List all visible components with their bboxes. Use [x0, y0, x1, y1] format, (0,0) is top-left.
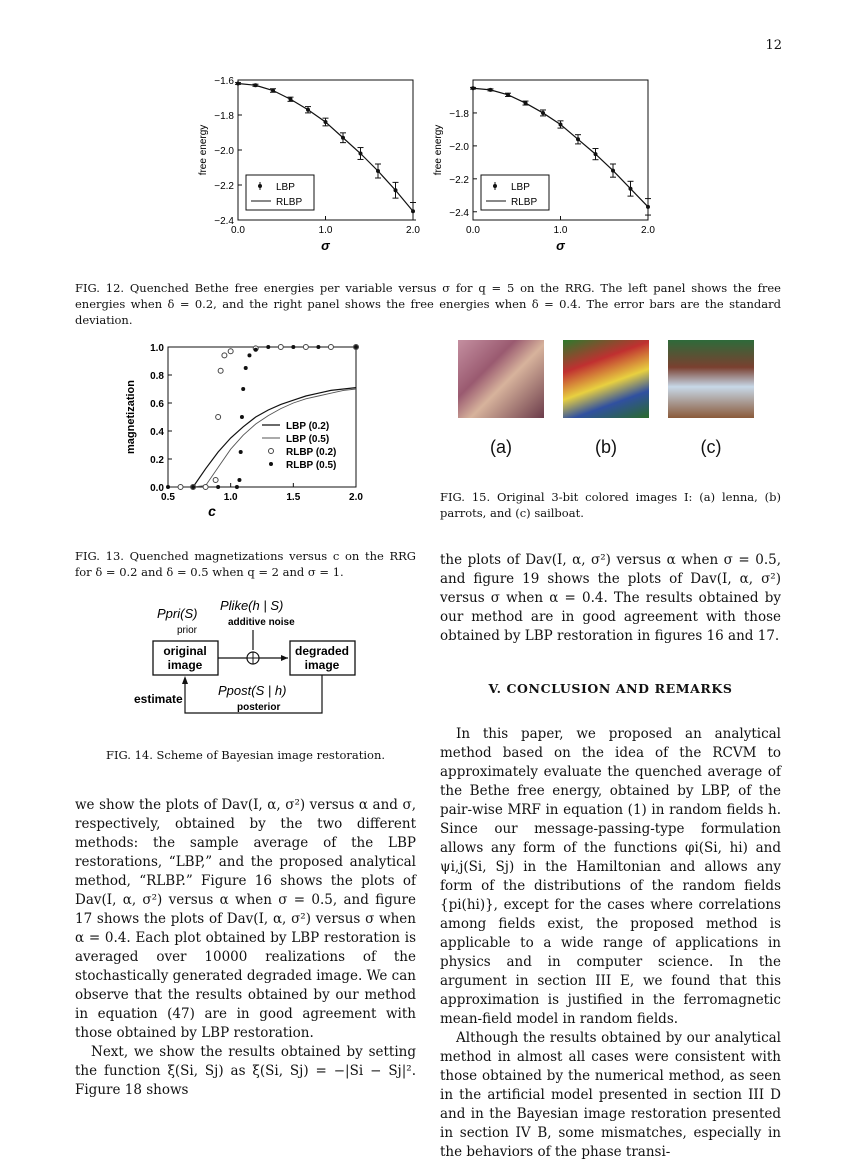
lbp-point [506, 93, 510, 97]
lbp-point [236, 82, 240, 86]
rlbp-0.2-point [203, 485, 208, 490]
x-tick-label: 0.5 [161, 492, 175, 503]
right-column [440, 551, 781, 1162]
fig13-caption: FIG. 13. Quenched magnetizations versus c on the RRG for δ = 0.2 and δ = 0.5 when q = 2 and σ = 1. [75, 549, 416, 579]
lbp-point [359, 152, 363, 156]
legend-lbp-label: LBP [276, 182, 295, 193]
y-tick-label: 0.8 [150, 371, 164, 382]
rlbp-0.5-point [291, 345, 295, 349]
posterior-label: posterior [237, 702, 281, 713]
lbp-point [541, 111, 545, 115]
left-paragraph-2: Next, we show the results obtained by setting the function ξ(Si, Sj) as ξ(Si, Sj) = −|Si − Sj|². Figure 18 shows [75, 1044, 416, 1098]
y-tick-label: 0.0 [150, 483, 164, 494]
parrots-image [563, 340, 649, 418]
y-tick-label: −2.2 [449, 174, 469, 186]
feedback-arrowhead [182, 676, 188, 684]
y-axis-label: free energy [433, 124, 444, 176]
rlbp-0.5-point [354, 345, 358, 349]
estimate-label: estimate [134, 692, 183, 706]
rlbp-0.2-point [303, 345, 308, 350]
fig15-caption: FIG. 15. Original 3-bit colored images I: (a) lenna, (b) parrots, and (c) sailboat. [440, 490, 781, 520]
lbp-point [646, 205, 650, 209]
y-tick-label: −2.0 [214, 146, 234, 157]
x-tick-label: 2.0 [641, 225, 655, 236]
section-heading: V. CONCLUSION AND REMARKS [488, 681, 733, 696]
x-tick-label: 0.0 [231, 225, 245, 236]
lbp-point [376, 169, 380, 173]
y-tick-label: 0.4 [150, 427, 164, 438]
y-tick-label: −2.2 [214, 181, 234, 192]
y-tick-label: 0.6 [150, 399, 164, 410]
likelihood-formula: Plike(h | S) [220, 598, 284, 613]
lbp-point [324, 120, 328, 124]
rlbp-0.5-point [254, 348, 258, 352]
rlbp-0.2-point [178, 485, 183, 490]
x-tick-label: 0.0 [466, 225, 480, 236]
lbp-point [394, 188, 398, 192]
lbp-point [611, 169, 615, 173]
fig12-left-chart [190, 70, 430, 255]
fig12-caption: FIG. 12. Quenched Bethe free energies per variable versus σ for q = 5 on the RRG. The left panel shows the free energies when δ = 0.2, and the right panel shows the free energies when δ = 0.4. The error bars are the standard deviation. [75, 281, 781, 327]
y-tick-label: −1.6 [214, 76, 234, 87]
likelihood-label: additive noise [228, 617, 295, 628]
y-tick-label: −1.8 [214, 111, 234, 122]
y-tick-label: 1.0 [150, 343, 164, 354]
y-tick-label: −1.8 [449, 108, 469, 120]
rlbp-0.2-point [213, 478, 218, 483]
fig14-diagram [120, 592, 370, 727]
sailboat-image [668, 340, 754, 418]
legend-lbp-label: LBP [511, 182, 530, 193]
rlbp-0.5-point [316, 345, 320, 349]
x-tick-label: 2.0 [406, 225, 420, 236]
y-axis-label: magnetization [125, 380, 137, 454]
original-box-line1: original [163, 644, 207, 658]
rlbp-0.5-point [216, 485, 220, 489]
rlbp-0.2-point [278, 345, 283, 350]
rlbp-0.2-point [228, 349, 233, 354]
lbp-point [594, 152, 598, 156]
rlbp-0.5-point [191, 485, 195, 489]
y-tick-label: −2.0 [449, 141, 469, 153]
right-paragraph-1: the plots of Dav(I, α, σ²) versus α when σ = 0.5, and figure 19 shows the plots of Dav(I, α, σ²) versus σ when α = 0.4. The results obtained by our method are in good agreement with those obtained by LBP restoration in figures 16 and 17. [440, 552, 781, 644]
legend-rlbp-0.2-marker [269, 449, 274, 454]
label-a: (a) [490, 437, 512, 457]
x-tick-label: 1.0 [553, 225, 568, 236]
x-tick-label: 1.0 [223, 492, 238, 503]
x-axis-label: σ [321, 238, 330, 253]
lbp-point [411, 209, 415, 213]
rlbp-0.5-point [235, 485, 239, 489]
y-axis-label: free energy [198, 124, 209, 176]
y-tick-label: −2.4 [449, 207, 469, 219]
legend-label: LBP (0.2) [286, 421, 330, 432]
degraded-box-line1: degraded [294, 644, 350, 658]
legend-label: RLBP (0.5) [286, 460, 337, 471]
rlbp-0.2-point [222, 353, 227, 358]
page-number: 12 [765, 38, 782, 53]
label-b: (b) [595, 437, 617, 457]
rlbp-0.2-point [218, 368, 223, 373]
rlbp-0.5-point [244, 366, 248, 370]
legend-label: LBP (0.5) [286, 434, 330, 445]
legend-rlbp-0.5-marker [269, 462, 273, 466]
fig12-right-chart [425, 70, 665, 255]
x-tick-label: 2.0 [349, 492, 363, 503]
rlbp-0.5-point [240, 415, 244, 419]
y-tick-label: 0.2 [150, 455, 164, 466]
lbp-point [576, 137, 580, 141]
right-paragraph-3: Although the results obtained by our analytical method in almost all cases were consistent with those obtained by the numerical method, as seen in the artificial model presented in section III D and in the Bayesian image restoration presented in section IV B, some mismatches, especially in the behaviors of the phase transi- [440, 1030, 781, 1160]
right-paragraph-2: In this paper, we proposed an analytical method based on the idea of the RCVM to approximately evaluate the quenched average of the Bethe free energy, obtained by LBP, of the pair-wise MRF in equation (1) in random fields h. Since our message-passing-type formulation allows any form of the functions φi(Si, hi) and ψi,j(Si, Sj) in the Hamiltonian and allows any form of the distributions of the random fields {pi(hi)}, except for the cases where correlations among fields exist, the proposed method is applicable to a wide range of applications in physics and in computer science. In the argument in section III E, we found that this approximation is justified in the ferromagnetic mean-field model in random fields. [440, 726, 781, 1027]
left-column [75, 796, 416, 1100]
lbp-point [629, 187, 633, 191]
lbp-point [524, 101, 528, 105]
rlbp-0.5-point [247, 353, 251, 357]
lbp-point [306, 108, 310, 112]
lbp-point [254, 83, 258, 87]
lbp-point [559, 122, 563, 126]
fig14-caption: FIG. 14. Scheme of Bayesian image restoration. [105, 748, 386, 762]
rlbp-0.5-point [239, 450, 243, 454]
lenna-image [458, 340, 544, 418]
prior-formula: Ppri(S) [157, 606, 198, 621]
legend-rlbp-label: RLBP [276, 197, 303, 208]
x-axis-label: σ [556, 238, 565, 253]
lbp-point [471, 86, 475, 90]
original-box-line2: image [167, 658, 203, 672]
legend-rlbp-label: RLBP [511, 197, 538, 208]
fig13-chart [120, 337, 380, 517]
rlbp-0.5-point [237, 478, 241, 482]
label-c: (c) [700, 437, 722, 457]
rlbp-0.5-point [266, 345, 270, 349]
prior-label: prior [177, 625, 198, 636]
y-tick-label: −2.4 [214, 216, 234, 227]
lbp-point [489, 88, 493, 92]
x-axis-label: c [208, 503, 216, 517]
degraded-box-line2: image [304, 658, 340, 672]
rlbp-0.2-point [216, 415, 221, 420]
x-tick-label: 1.0 [318, 225, 333, 236]
lbp-point [341, 136, 345, 140]
lbp-point [289, 97, 293, 101]
left-paragraph-1: we show the plots of Dav(I, α, σ²) versus α and σ, respectively, obtained by the two different methods: the sample average of the LBP restorations, “LBP,” and the proposed analytical method, “RLBP.” Figure 16 shows the plots of Dav(I, α, σ²) versus α when σ = 0.5, and figure 17 shows the plots of Dav(I, α, σ²) versus σ when α = 0.4. Each plot obtained by LBP restoration is averaged over 10000 realizations of the stochastically generated degraded image. We can observe that the results obtained by our method in equation (47) are in good agreement with those obtained by LBP restoration. [75, 797, 416, 1041]
posterior-formula: Ppost(S | h) [218, 683, 287, 698]
rlbp-0.2-point [328, 345, 333, 350]
x-tick-label: 1.5 [286, 492, 301, 503]
rlbp-0.5-point [166, 485, 170, 489]
rlbp-0.5-point [241, 387, 245, 391]
legend-label: RLBP (0.2) [286, 447, 337, 458]
forward-arrowhead [281, 655, 288, 661]
lbp-point [271, 89, 275, 93]
